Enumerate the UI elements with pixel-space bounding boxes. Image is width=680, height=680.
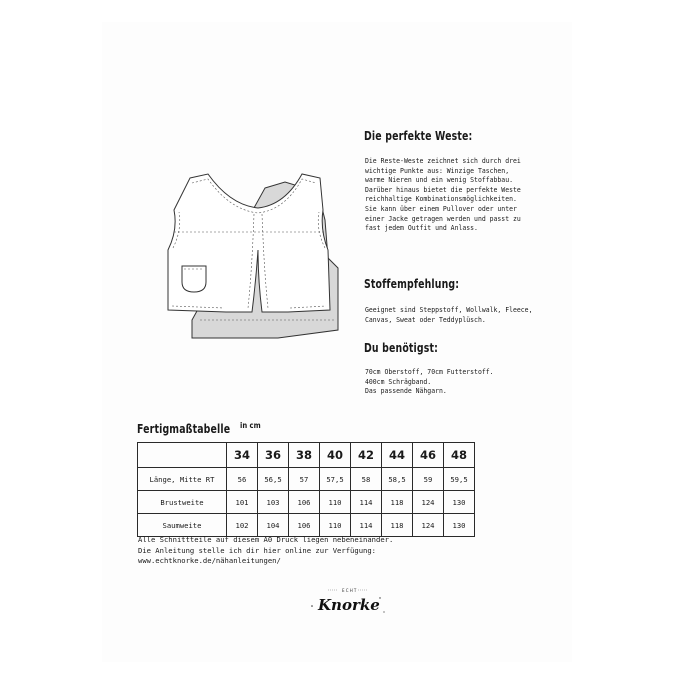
echt-knorke-logo — [300, 584, 390, 618]
size-header: 40 — [320, 443, 351, 468]
table-cell: 58 — [351, 468, 382, 491]
note-line: Die Anleitung stelle ich dir hier online zur Verfügung: — [138, 545, 376, 555]
row-label: Saumweite — [138, 514, 227, 537]
table-cell: 56 — [227, 468, 258, 491]
table-cell: 106 — [289, 491, 320, 514]
vest-illustration — [160, 170, 350, 350]
row-label: Länge, Mitte RT — [138, 468, 227, 491]
size-table — [137, 442, 475, 537]
table-cell: 124 — [413, 514, 444, 537]
table-cell: 59,5 — [444, 468, 475, 491]
table-cell: 118 — [382, 514, 413, 537]
table-cell: 101 — [227, 491, 258, 514]
table-cell: 103 — [258, 491, 289, 514]
size-header: 48 — [444, 443, 475, 468]
table-cell: 110 — [320, 491, 351, 514]
needs-text: 70cm Oberstoff, 70cm Futterstoff. 400cm Schrägband. Das passende Nähgarn. — [365, 367, 494, 396]
table-cell: 114 — [351, 514, 382, 537]
size-header: 34 — [227, 443, 258, 468]
size-header: 36 — [258, 443, 289, 468]
table-cell: 130 — [444, 514, 475, 537]
note-link[interactable]: www.echtknorke.de/nähanleitungen/ — [138, 556, 281, 565]
table-cell: 57 — [289, 468, 320, 491]
size-table-title — [137, 418, 257, 437]
table-cell: 106 — [289, 514, 320, 537]
size-header: 46 — [413, 443, 444, 468]
row-label: Brustweite — [138, 491, 227, 514]
intro-title: Die perfekte Weste: — [364, 129, 473, 143]
table-row — [138, 491, 475, 514]
logo-small-text: ECHT — [342, 588, 358, 593]
corner-cell — [138, 443, 227, 468]
fabric-title: Stoffempfehlung: — [364, 277, 460, 291]
table-cell: 102 — [227, 514, 258, 537]
vest-pocket — [182, 266, 206, 292]
size-header: 44 — [382, 443, 413, 468]
table-cell: 58,5 — [382, 468, 413, 491]
notes — [138, 535, 393, 567]
size-table-heading: Fertigmaßtabelle — [137, 422, 231, 436]
size-table-unit: in cm — [240, 421, 261, 430]
logo-main-text: Knorke — [318, 596, 380, 614]
table-cell: 56,5 — [258, 468, 289, 491]
table-cell: 130 — [444, 491, 475, 514]
table-cell: 118 — [382, 491, 413, 514]
table-cell: 104 — [258, 514, 289, 537]
size-header: 42 — [351, 443, 382, 468]
table-row — [138, 468, 475, 491]
size-header: 38 — [289, 443, 320, 468]
table-cell: 124 — [413, 491, 444, 514]
note-line: Alle Schnittteile auf diesem A0 Druck liegen nebeneinander. — [138, 535, 394, 544]
intro-text: Die Reste-Weste zeichnet sich durch drei wichtige Punkte aus: Winzige Taschen, warme Nieren und ein wenig Stoffabbau. Darüber hinaus bietet die perfekte Weste reichhaltige Kombinationsmöglichkeiten. Sie kann über einem Pullover oder unter einer Jacke getragen werden und passt zu fast jedem Outfit und Anlass. — [365, 156, 521, 233]
table-cell: 110 — [320, 514, 351, 537]
table-cell: 59 — [413, 468, 444, 491]
table-cell: 114 — [351, 491, 382, 514]
size-header-row — [138, 443, 475, 468]
table-row — [138, 514, 475, 537]
needs-title: Du benötigst: — [364, 341, 439, 355]
table-cell: 57,5 — [320, 468, 351, 491]
fabric-text: Geeignet sind Steppstoff, Wollwalk, Fleece, Canvas, Sweat oder Teddyplüsch. — [365, 305, 533, 324]
